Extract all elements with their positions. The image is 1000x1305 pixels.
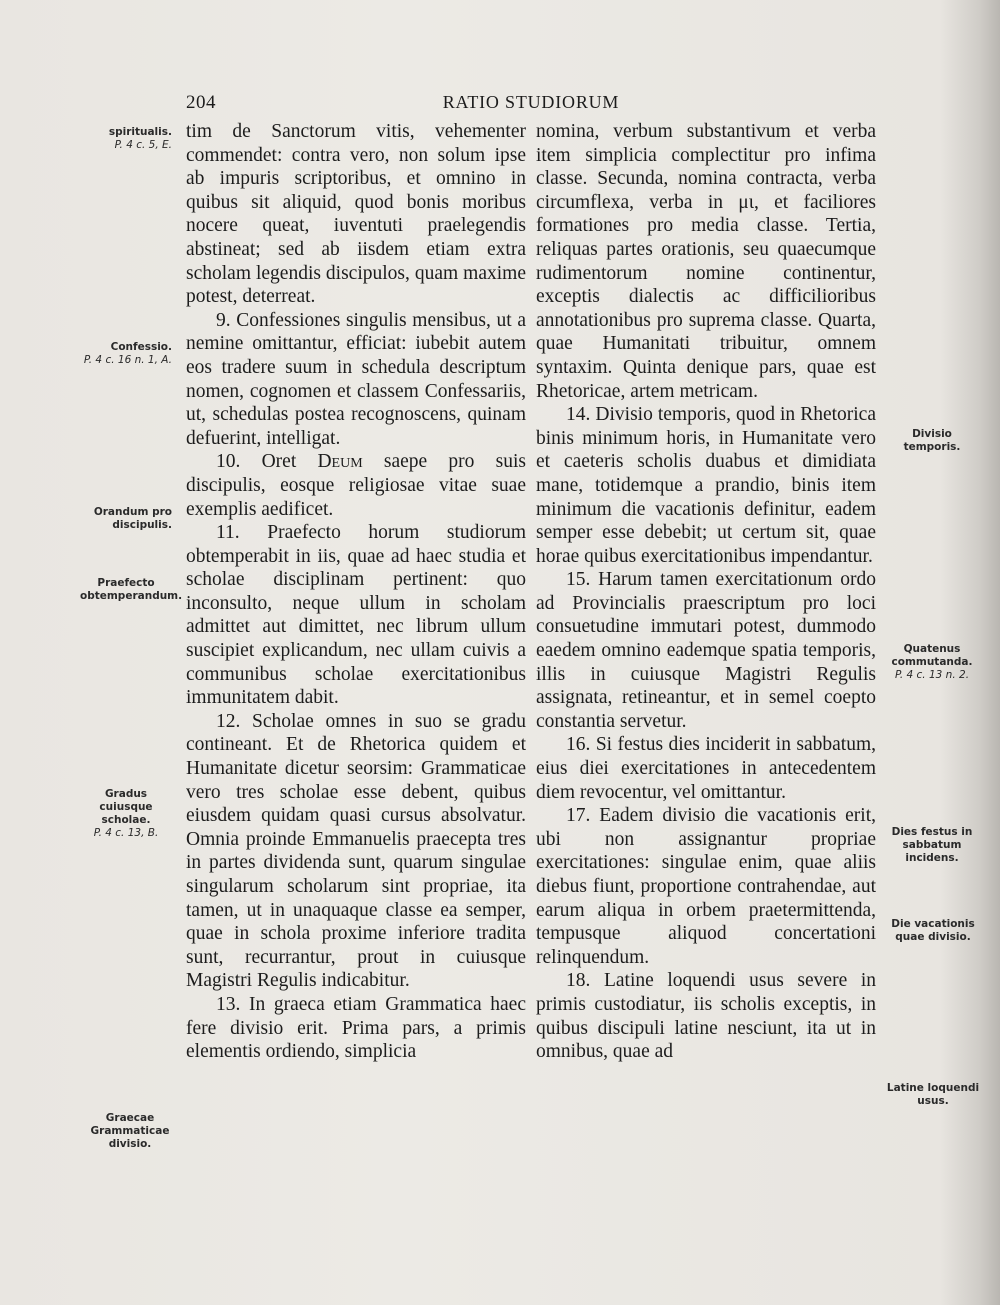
margin-note-ref: P. 4 c. 13 n. 2.: [894, 669, 970, 681]
margin-note-gradus: [80, 788, 172, 840]
paragraph-10-deum: Deum: [317, 451, 363, 473]
margin-note-divisio-temporis: [888, 428, 976, 454]
margin-note-text: Praefecto obtemperandum.: [80, 577, 183, 602]
paragraph-16: 16. Si festus dies inciderit in sabbatum, eius diei exercitationes in antecedentem diem revocentur, vel omittantur.: [536, 734, 876, 803]
paragraph-11: 11. Praefecto horum studiorum obtemperabit in iis, quae ad haec studia et scholae disciplinam pertinent: quo inconsulto, neque ullum in scholam admittet aut dimittet, nec librum ullum suscipiet explicandum, nec ullam cuivis a communibus scholae exercitationibus immunitatem dabit.: [186, 522, 526, 709]
running-head: RATIO STUDIORUM: [442, 92, 620, 112]
paragraph-17: 17. Eadem divisio die vacationis erit, ubi non assignantur propriae exercitationes: singulae enim, quae aliis diebus fiunt, proportione contrahendae, aut earum aliqua in orbem praetermittenda, tempusque aliquod concertationi relinquendum.: [536, 805, 876, 968]
margin-note-text: Latine loquendi usus.: [886, 1082, 980, 1107]
margin-note-graecae: [80, 1112, 180, 1151]
paragraph-9: 9. Confessiones singulis mensibus, ut a nemine omittantur, efficiat: iubebit autem eos tradere suum in schedula descriptum nomen, cognomen et classem Confessariis, ut, schedulas postea recognoscens, quinam defuerint, intelligat.: [186, 309, 526, 449]
margin-note-text: Dies festus in sabbatum incidens.: [891, 826, 973, 864]
margin-note-text: Confessio.: [110, 341, 172, 353]
margin-note-ref: P. 4 c. 16 n. 1, A.: [83, 354, 172, 366]
margin-note-ref: P. 4 c. 5, E.: [114, 139, 172, 151]
margin-note-dies-festus: [890, 826, 974, 865]
paragraph-18: 18. Latine loquendi usus severe in primis custodiatur, iis scholis exceptis, in quibus discipuli latine nesciunt, ita ut in omnibus, quae ad: [536, 970, 876, 1063]
paragraph-15: 15. Harum tamen exercitationum ordo ad Provincialis praescriptum pro loci consuetudine immutari potest, dummodo eaedem omnino eademque spatia temporis, illis in cuiusque Magistri Regulis assignata, retineantur, et in semel coepto constantia servetur.: [536, 569, 876, 732]
left-text-column: [186, 120, 526, 1064]
margin-note-text: Orandum pro discipulis.: [93, 506, 172, 531]
margin-note-text: Graecae Grammaticae divisio.: [90, 1112, 170, 1150]
right-text-column: [536, 120, 876, 1064]
margin-note-die-vacationis: [886, 918, 980, 944]
margin-note-spiritualis: [60, 126, 172, 152]
margin-note-text: Quatenus commutanda.: [891, 643, 973, 668]
page-number: 204: [186, 92, 216, 113]
margin-note-praefecto: [80, 577, 183, 603]
margin-note-ref: P. 4 c. 13, B.: [93, 827, 159, 839]
margin-note-latine: [886, 1082, 980, 1108]
page-header: [186, 92, 876, 116]
paragraph-10-start: 10. Oret: [216, 451, 318, 473]
margin-note-text: Gradus cuiusque scholae.: [99, 788, 153, 826]
paragraph-10: [186, 450, 526, 521]
margin-note-confessio: [60, 341, 172, 367]
margin-note-text: Divisio temporis.: [903, 428, 961, 453]
paragraph-8-end: tim de Sanctorum vitis, vehementer commendet: contra vero, non solum ipse ab impuris scriptoribus, et omnino in quibus sit aliquid, quod bonis moribus nocere queat, iuventuti praelegendis abstineat; sed ab iisdem etiam extra scholam legendis discipulos, quam maxime potest, deterreat.: [186, 121, 526, 308]
paragraph-12: 12. Scholae omnes in suo se gradu contineant. Et de Rhetorica quidem et Humanitate dicetur seorsim: Grammaticae vero tres scholae esse debent, quibus eiusdem quidam quasi cursus absolvatur. Omnia proinde Emmanuelis praecepta tres in partes dividenda sunt, quarum singulae singularum scholarum sint propriae, ita tamen, ut in unaquaque classe ea semper, quae in schola proxime inferiore tradita sunt, recurrantur, prout in cuiusque Magistri Regulis indicabitur.: [186, 710, 526, 992]
margin-note-orandum: [60, 506, 172, 532]
margin-note-text: spiritualis.: [108, 126, 172, 138]
paragraph-13-cont: nomina, verbum substantivum et verba item simplicia complectitur pro infima classe. Secunda, nomina contracta, verba circumflexa, verba in μι, et faciliores formationes pro media classe. Tertia, reliquas partes orationis, seu quaecumque rudimentorum nomine continentur, exceptis dialectis ac difficilioribus annotationibus pro suprema classe. Quarta, quae Humanitati tribuitur, omnem syntaxim. Quinta denique pars, quae est Rhetoricae, artem metricam.: [536, 121, 876, 402]
paragraph-10-rest: saepe pro suis discipulis, eosque religiosae vitae suae exemplis aedificet.: [186, 451, 526, 520]
margin-note-quatenus: [884, 643, 980, 682]
paragraph-13: 13. In graeca etiam Grammatica haec fere divisio erit. Prima pars, a primis elementis ordiendo, simplicia: [186, 993, 526, 1063]
paragraph-14: 14. Divisio temporis, quod in Rhetorica binis minimum horis, in Humanitate vero et caeteris scholis duabus et dimidiata mane, totidemque a prandio, binis item minimum die vacationis definitur, eadem semper esse debebit; ut certum sit, quae horae quibus exercitationibus impendantur.: [536, 404, 876, 567]
margin-note-text: Die vacationis quae divisio.: [891, 918, 975, 943]
